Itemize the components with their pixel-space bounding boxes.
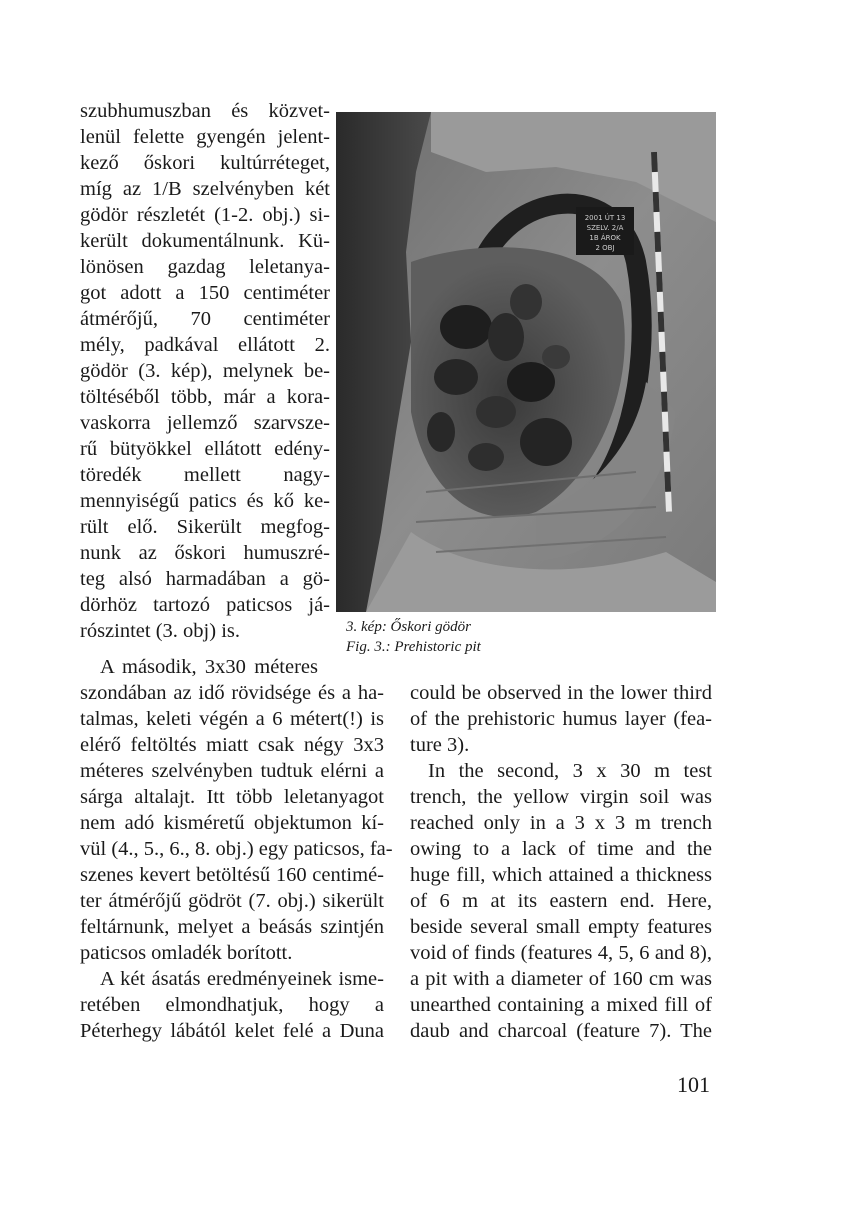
text-line: retében elmondhatjuk, hogy a	[80, 994, 384, 1016]
text-line: huge fill, which attained a thickness	[410, 864, 712, 886]
text-line: daub and charcoal (feature 7). The	[410, 1020, 712, 1042]
text-line: got adott a 150 centiméter	[80, 282, 330, 304]
text-line: void of finds (features 4, 5, 6 and 8),	[410, 942, 712, 964]
page-number: 101	[677, 1072, 710, 1097]
pit-photo-illustration	[336, 112, 716, 612]
text-line: teg alsó harmadában a gö-	[80, 568, 330, 590]
sign-line: 2001 ÚT 13	[584, 214, 626, 222]
text-line: szondában az idő rövidsége és a ha-	[80, 682, 384, 704]
text-line: A második, 3x30 méteres	[100, 656, 318, 678]
text-line: töltéséből több, már a kora-	[80, 386, 330, 408]
text-line: could be observed in the lower third	[410, 682, 712, 704]
text-line: vül (4., 5., 6., 8. obj.) egy paticsos, fa-	[80, 838, 393, 860]
text-line: gödör (3. kép), melynek be-	[80, 360, 330, 382]
text-line: Péterhegy lábától kelet felé a Duna	[80, 1020, 384, 1042]
text-line: beside several small empty features	[410, 916, 712, 938]
text-line: a pit with a diameter of 160 cm was	[410, 968, 712, 990]
prehistoric-pit-photo	[336, 112, 716, 612]
text-line: of the prehistoric humus layer (fea-	[410, 708, 712, 730]
text-line: rószintet (3. obj) is.	[80, 620, 240, 642]
text-line: került dokumentálnunk. Kü-	[80, 230, 330, 252]
text-line: unearthed containing a mixed fill of	[410, 994, 712, 1016]
text-line: mennyiségű patics és kő ke-	[80, 490, 330, 512]
text-line: owing to a lack of time and the	[410, 838, 712, 860]
text-line: elérő feltöltés miatt csak négy 3x3	[80, 734, 384, 756]
text-line: rült elő. Sikerült megfog-	[80, 516, 330, 538]
sign-line: 2 OBJ	[595, 244, 615, 252]
text-line: lönösen gazdag leletanya-	[80, 256, 330, 278]
text-line: ture 3).	[410, 734, 470, 756]
figure-caption-hu: 3. kép: Őskori gödör	[346, 619, 471, 635]
text-line: mély, padkával ellátott 2.	[80, 334, 330, 356]
text-line: töredék mellett nagy-	[80, 464, 330, 486]
text-line: trench, the yellow virgin soil was	[410, 786, 712, 808]
text-line: nunk az őskori humuszré-	[80, 542, 330, 564]
text-line: szenes kevert betöltésű 160 centimé-	[80, 864, 384, 886]
text-line: gödör részletét (1-2. obj.) si-	[80, 204, 330, 226]
figure-caption-en: Fig. 3.: Prehistoric pit	[346, 639, 481, 655]
text-line: feltárnunk, melyet a beásás szintjén	[80, 916, 384, 938]
text-line: paticsos omladék borított.	[80, 942, 293, 964]
text-line: talmas, keleti végén a 6 métert(!) is	[80, 708, 384, 730]
text-line: In the second, 3 x 30 m test	[428, 760, 712, 782]
text-line: dörhöz tartozó paticsos já-	[80, 594, 330, 616]
sign-line: 1B ÁROK	[589, 234, 621, 242]
text-line: méteres szelvényben tudtuk elérni a	[80, 760, 384, 782]
text-line: vaskorra jellemző szarvsze-	[80, 412, 330, 434]
text-line: míg az 1/B szelvényben két	[80, 178, 330, 200]
text-line: szubhumuszban és közvet-	[80, 100, 330, 122]
text-line: reached only in a 3 x 3 m trench	[410, 812, 712, 834]
sign-line: SZELV. 2/A	[586, 224, 624, 232]
text-line: rű bütyökkel ellátott edény-	[80, 438, 330, 460]
text-line: nem adó kisméretű objektumon kí-	[80, 812, 384, 834]
text-line: lenül felette gyengén jelent-	[80, 126, 330, 148]
text-line: sárga altalajt. Itt több leletanyagot	[80, 786, 384, 808]
text-line: kező őskori kultúrréteget,	[80, 152, 330, 174]
text-line: A két ásatás eredményeinek isme-	[100, 968, 384, 990]
text-line: ter átmérőjű gödröt (7. obj.) sikerült	[80, 890, 384, 912]
text-line: átmérőjű, 70 centiméter	[80, 308, 330, 330]
text-line: of 6 m at its eastern end. Here,	[410, 890, 712, 912]
